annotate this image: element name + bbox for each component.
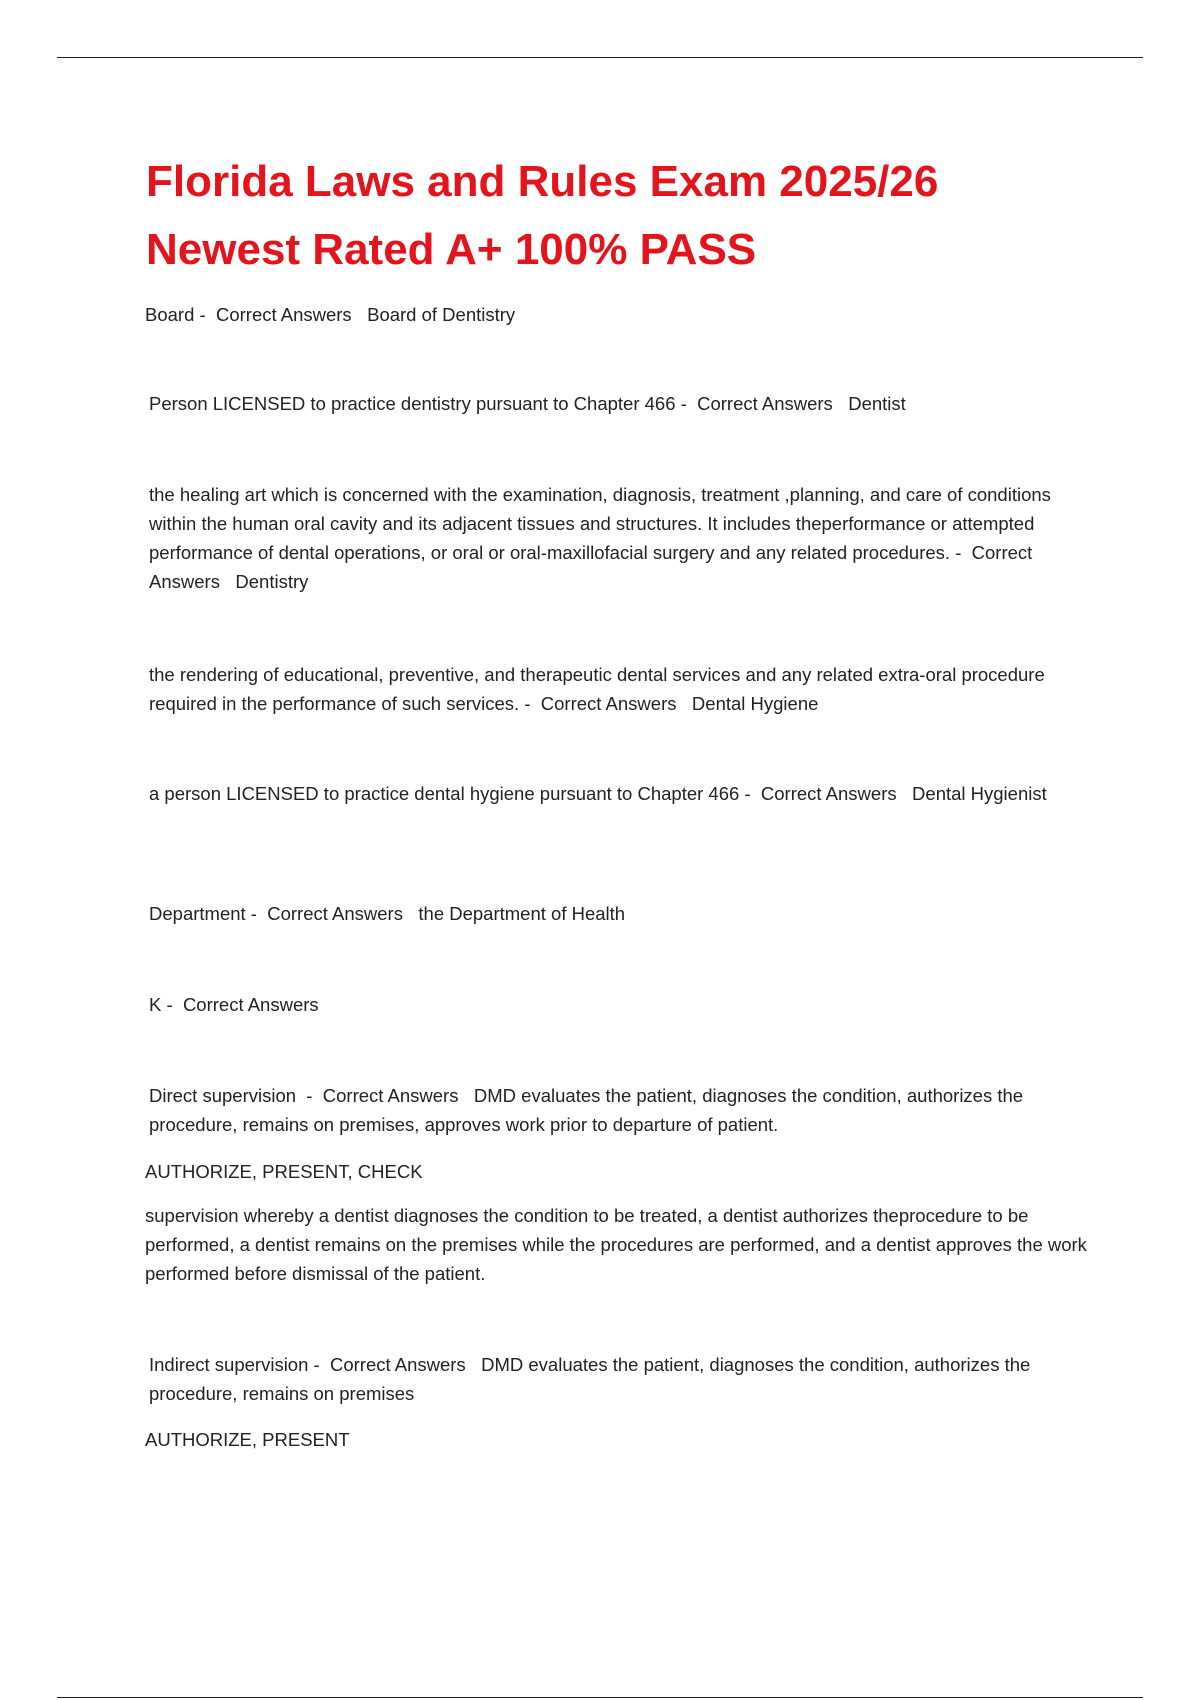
answer-text: the Department of Health xyxy=(418,903,626,924)
answer-label: Correct Answers xyxy=(322,1085,459,1106)
header-rule xyxy=(57,57,1143,58)
answer-text: DMD evaluates the patient, diagnoses the condition, authorizes the procedure, remains on premises xyxy=(149,1354,1031,1404)
question-text: the healing art which is concerned with the examination, diagnosis, treatment ,planning, and care of conditions within the human oral cavity and its adjacent tissues and structures. It includes theperformance or attempted performance of dental operations, or oral or oral-maxillofacial surgery and any related procedures. xyxy=(149,484,1051,563)
answer-label: Correct Answers xyxy=(182,994,319,1015)
question-text: Person LICENSED to practice dentistry pursuant to Chapter 466 xyxy=(149,393,676,414)
answer-text: Dentist xyxy=(848,393,906,414)
qa-entry-board: Board - Correct Answers Board of Dentistry xyxy=(145,304,516,325)
answer-label: Correct Answers xyxy=(540,693,677,714)
qa-entry-department: Department - Correct Answers the Department of Health xyxy=(149,903,626,924)
question-text: the rendering of educational, preventive, and therapeutic dental services and any related extra-oral procedure required in the performance of such services. xyxy=(149,664,1045,714)
title-line-2: Newest Rated A+ 100% PASS xyxy=(146,225,757,274)
question-text: Indirect supervision xyxy=(149,1354,309,1375)
question-text: Department xyxy=(149,903,246,924)
answer-label: Correct Answers xyxy=(697,393,833,414)
qa-entry-dentistry: the healing art which is concerned with the examination, diagnosis, treatment ,planning, and care of conditions within the human oral cavity and its adjacent tissues and structures. It includes theperformance or attempted performance of dental operations, or oral or oral-maxillofacial surgery and any related procedures. - Correct Answers Dentistry xyxy=(149,484,1051,592)
qa-entry-indirect-supervision: Indirect supervision - Correct Answers DMD evaluates the patient, diagnoses the condition, authorizes the procedure, remains on premises xyxy=(149,1354,1031,1404)
answer-text: Dentistry xyxy=(235,571,309,592)
answer-text: Dental Hygiene xyxy=(691,693,819,714)
footer-rule xyxy=(57,1697,1143,1698)
answer-text: DMD evaluates the patient, diagnoses the condition, authorizes the procedure, remains on premises, approves work prior to departure of patient. xyxy=(149,1085,1024,1135)
answer-label: Correct Answers xyxy=(215,304,352,325)
answer-label: Correct Answers xyxy=(329,1354,466,1375)
direct-supervision-note: AUTHORIZE, PRESENT, CHECK xyxy=(145,1161,423,1182)
answer-label: Correct Answers xyxy=(267,903,403,924)
answer-text: Dental Hygienist xyxy=(912,783,1047,804)
answer-label: Correct Answers xyxy=(760,783,897,804)
indirect-supervision-note: AUTHORIZE, PRESENT xyxy=(145,1429,350,1450)
question-text: a person LICENSED to practice dental hygiene pursuant to Chapter 466 xyxy=(149,783,740,804)
qa-entry-k: K - Correct Answers xyxy=(149,994,319,1015)
qa-entry-dentist: Person LICENSED to practice dentistry pursuant to Chapter 466 - Correct Answers Dentist xyxy=(149,393,906,414)
qa-entry-direct-supervision: Direct supervision - Correct Answers DMD evaluates the patient, diagnoses the condition, authorizes the procedure, remains on premises, approves work prior to departure of patient. xyxy=(149,1085,1024,1135)
qa-entry-dental-hygienist: a person LICENSED to practice dental hygiene pursuant to Chapter 466 - Correct Answers Dental Hygienist xyxy=(149,783,1047,804)
answer-text: Board of Dentistry xyxy=(367,304,516,325)
title-line-1: Florida Laws and Rules Exam 2025/26 xyxy=(146,157,939,206)
qa-entry-dental-hygiene: the rendering of educational, preventive, and therapeutic dental services and any related extra-oral procedure required in the performance of such services. - Correct Answers Dental Hygiene xyxy=(149,664,1045,714)
question-text: Board xyxy=(145,304,195,325)
direct-supervision-definition: supervision whereby a dentist diagnoses the condition to be treated, a dentist authorizes theprocedure to be performed, a dentist remains on the premises while the procedures are performed, and a dentist approves the work performed before dismissal of the patient. xyxy=(145,1205,1087,1284)
question-text: K xyxy=(149,994,162,1015)
answer-label: Correct Answers xyxy=(149,542,1033,592)
document-title xyxy=(146,148,1086,284)
question-text: Direct supervision xyxy=(149,1085,297,1106)
